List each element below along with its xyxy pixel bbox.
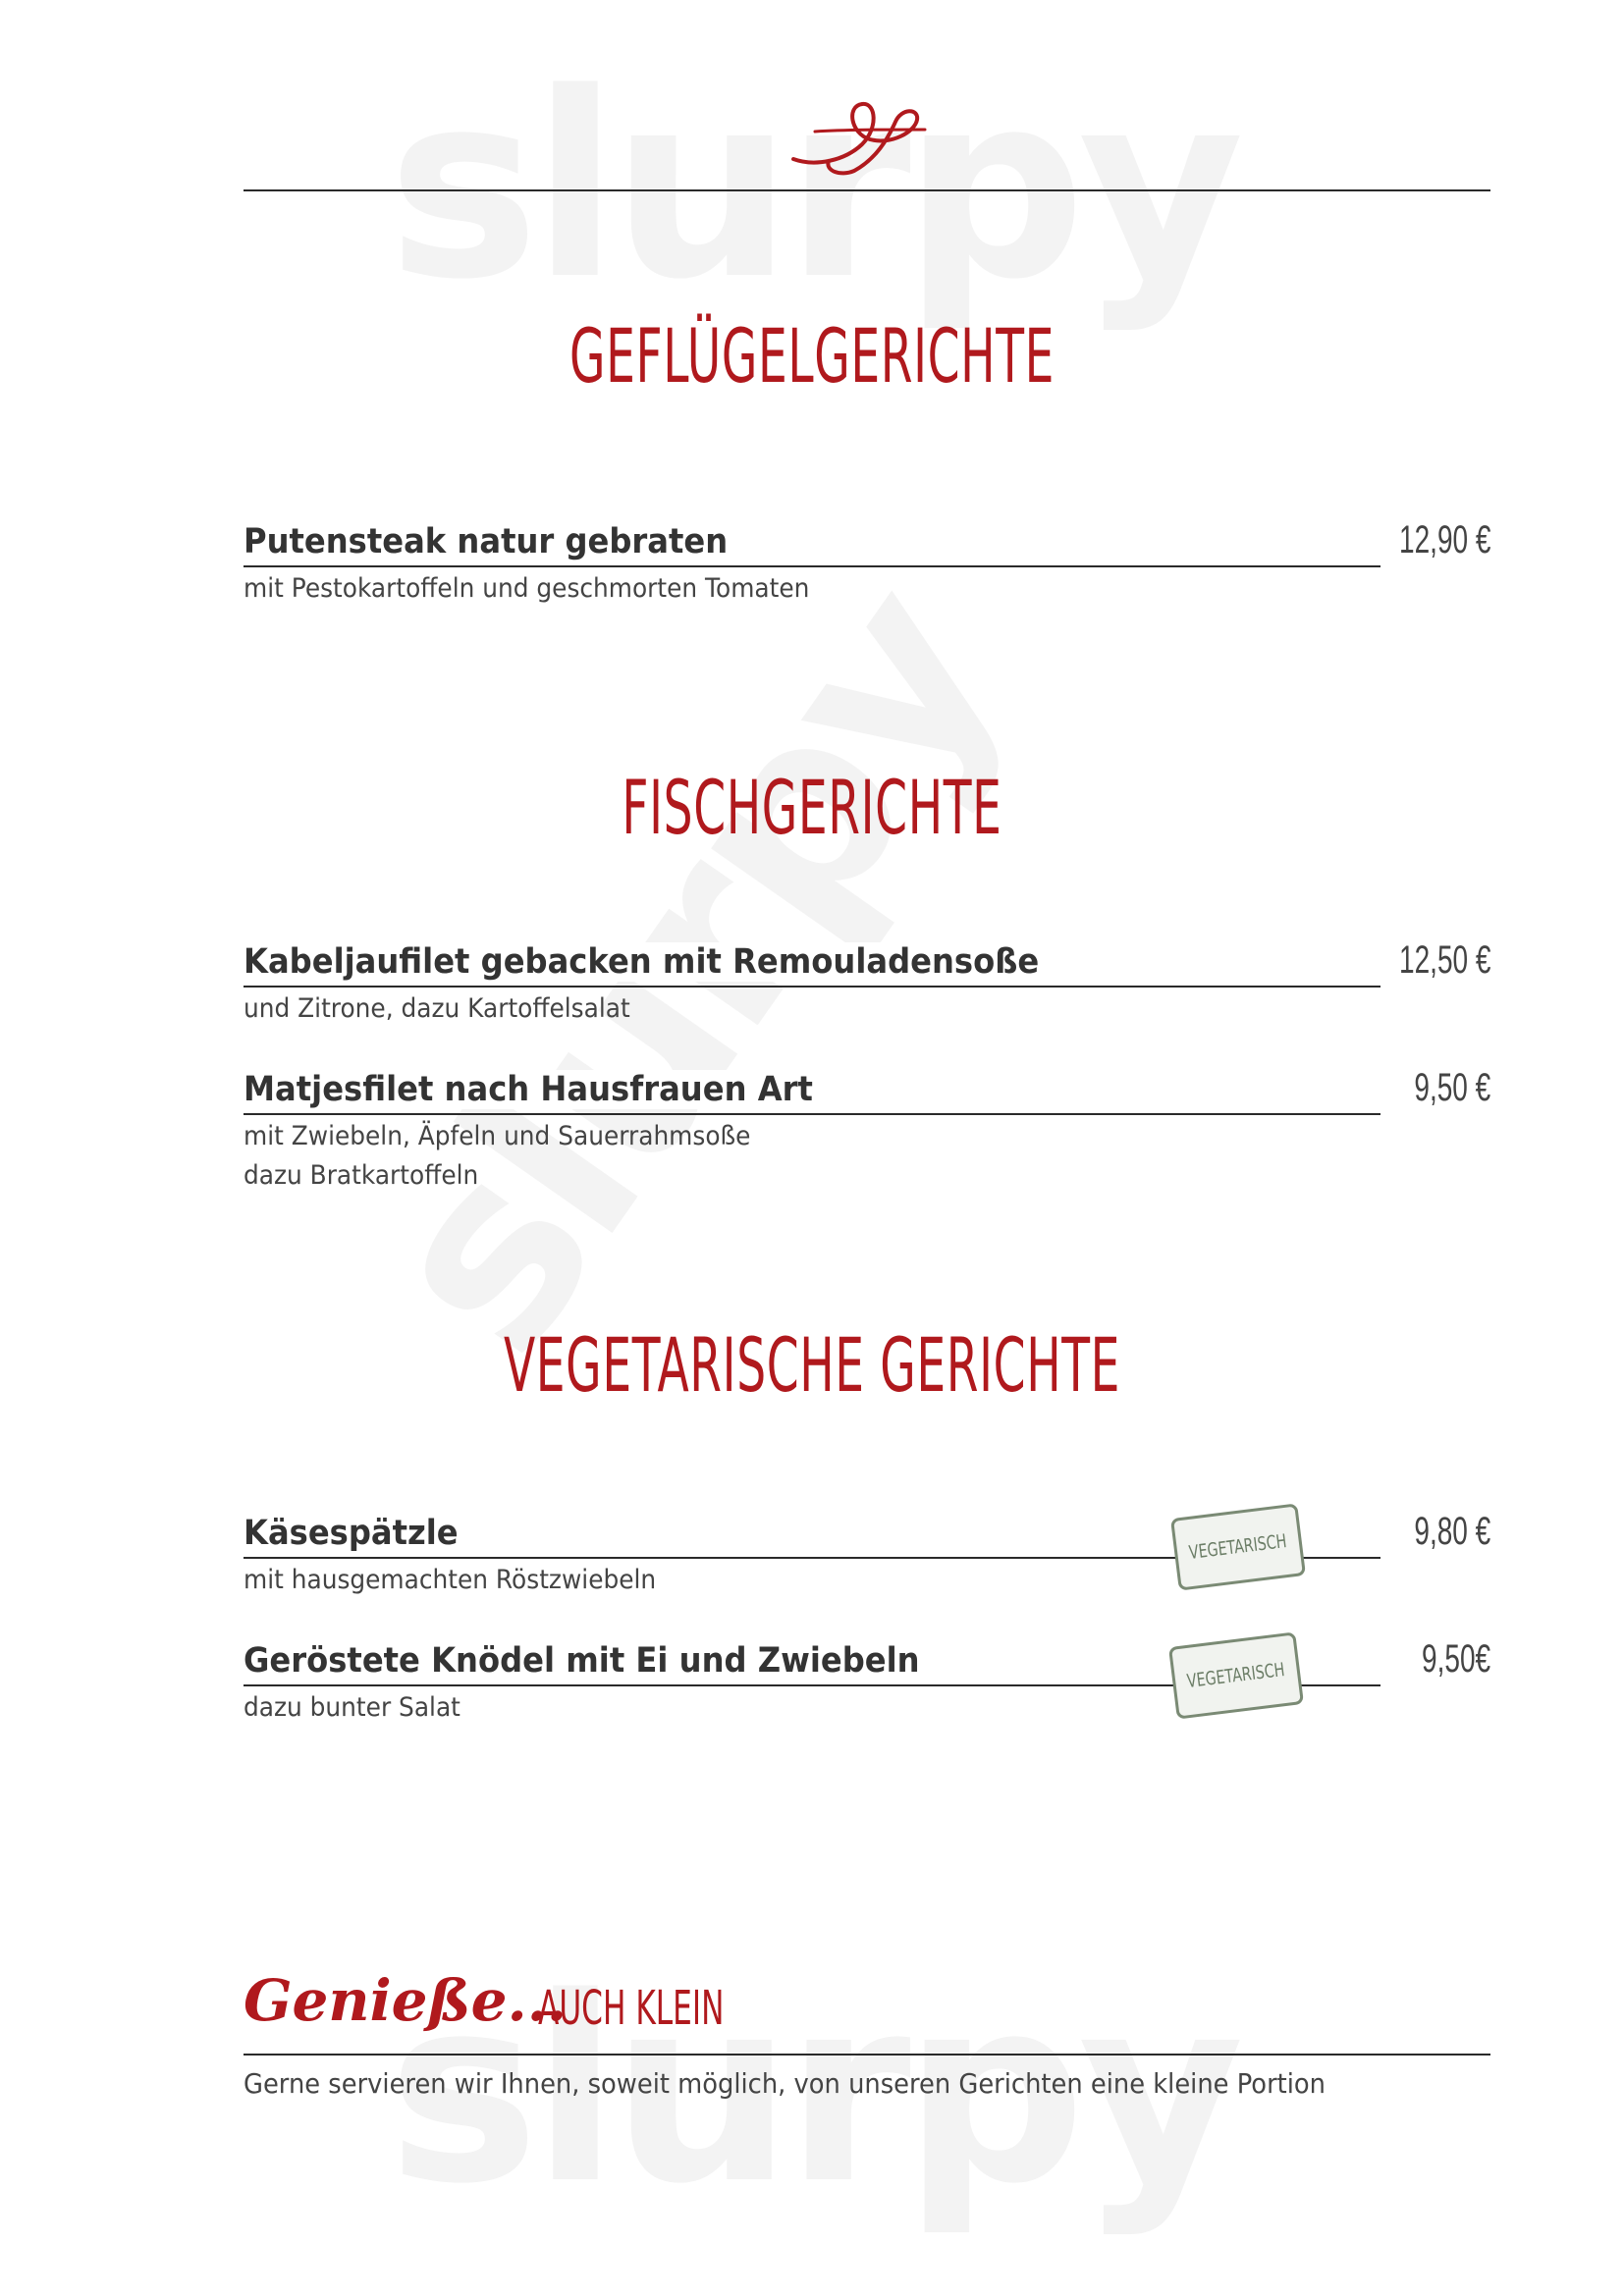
section-title-vegetarian: VEGETARISCHE GERICHTE	[503, 1321, 1121, 1409]
item-price: 12,90 €	[1398, 518, 1490, 561]
footer-divider	[244, 2054, 1490, 2056]
top-divider	[244, 189, 1490, 191]
footer-text: Gerne servieren wir Ihnen, soweit möglich, von unseren Gerichten eine kleine Portion	[244, 2067, 1326, 2100]
item-underline	[244, 565, 1380, 567]
item-name: Matjesfilet nach Hausfrauen Art	[244, 1070, 813, 1109]
item-price: 12,50 €	[1398, 938, 1490, 982]
item-description: und Zitrone, dazu Kartoffelsalat	[244, 993, 630, 1024]
item-name: Kabeljaufilet gebacken mit Remouladensoße	[244, 942, 1040, 982]
item-price: 9,50 €	[1414, 1066, 1490, 1109]
menu-item	[244, 938, 1490, 1029]
section-title-fish: FISCHGERICHTE	[622, 764, 1002, 851]
item-description: dazu Bratkartoffeln	[244, 1160, 479, 1191]
menu-item	[244, 1637, 1490, 1728]
item-name: Geröstete Knödel mit Ei und Zwiebeln	[244, 1641, 920, 1681]
footer-subtitle: AUCH KLEIN	[538, 1981, 725, 2036]
menu-item	[244, 518, 1490, 609]
footer-script-title: Genieße...	[244, 1967, 568, 2034]
item-name: Putensteak natur gebraten	[244, 522, 729, 561]
vegetarian-badge: VEGETARISCH	[1168, 1631, 1304, 1719]
item-description: mit hausgemachten Röstzwiebeln	[244, 1565, 657, 1595]
item-price: 9,50€	[1421, 1637, 1490, 1681]
menu-item	[244, 1066, 1490, 1196]
watermark-logo	[0, 39, 1624, 336]
menu-item	[244, 1510, 1490, 1600]
item-description: dazu bunter Salat	[244, 1692, 460, 1723]
section-title-poultry: GEFLÜGELGERICHTE	[568, 312, 1056, 400]
ornament-icon	[785, 90, 933, 179]
item-description: mit Zwiebeln, Äpfeln und Sauerrahmsoße	[244, 1121, 751, 1151]
item-underline	[244, 1113, 1380, 1115]
item-underline	[244, 986, 1380, 988]
item-price: 9,80 €	[1414, 1510, 1490, 1553]
vegetarian-badge: VEGETARISCH	[1170, 1503, 1306, 1590]
item-name: Käsespätzle	[244, 1514, 459, 1553]
footer-heading	[244, 1967, 1490, 2056]
item-description: mit Pestokartoffeln und geschmorten Tomaten	[244, 573, 810, 604]
